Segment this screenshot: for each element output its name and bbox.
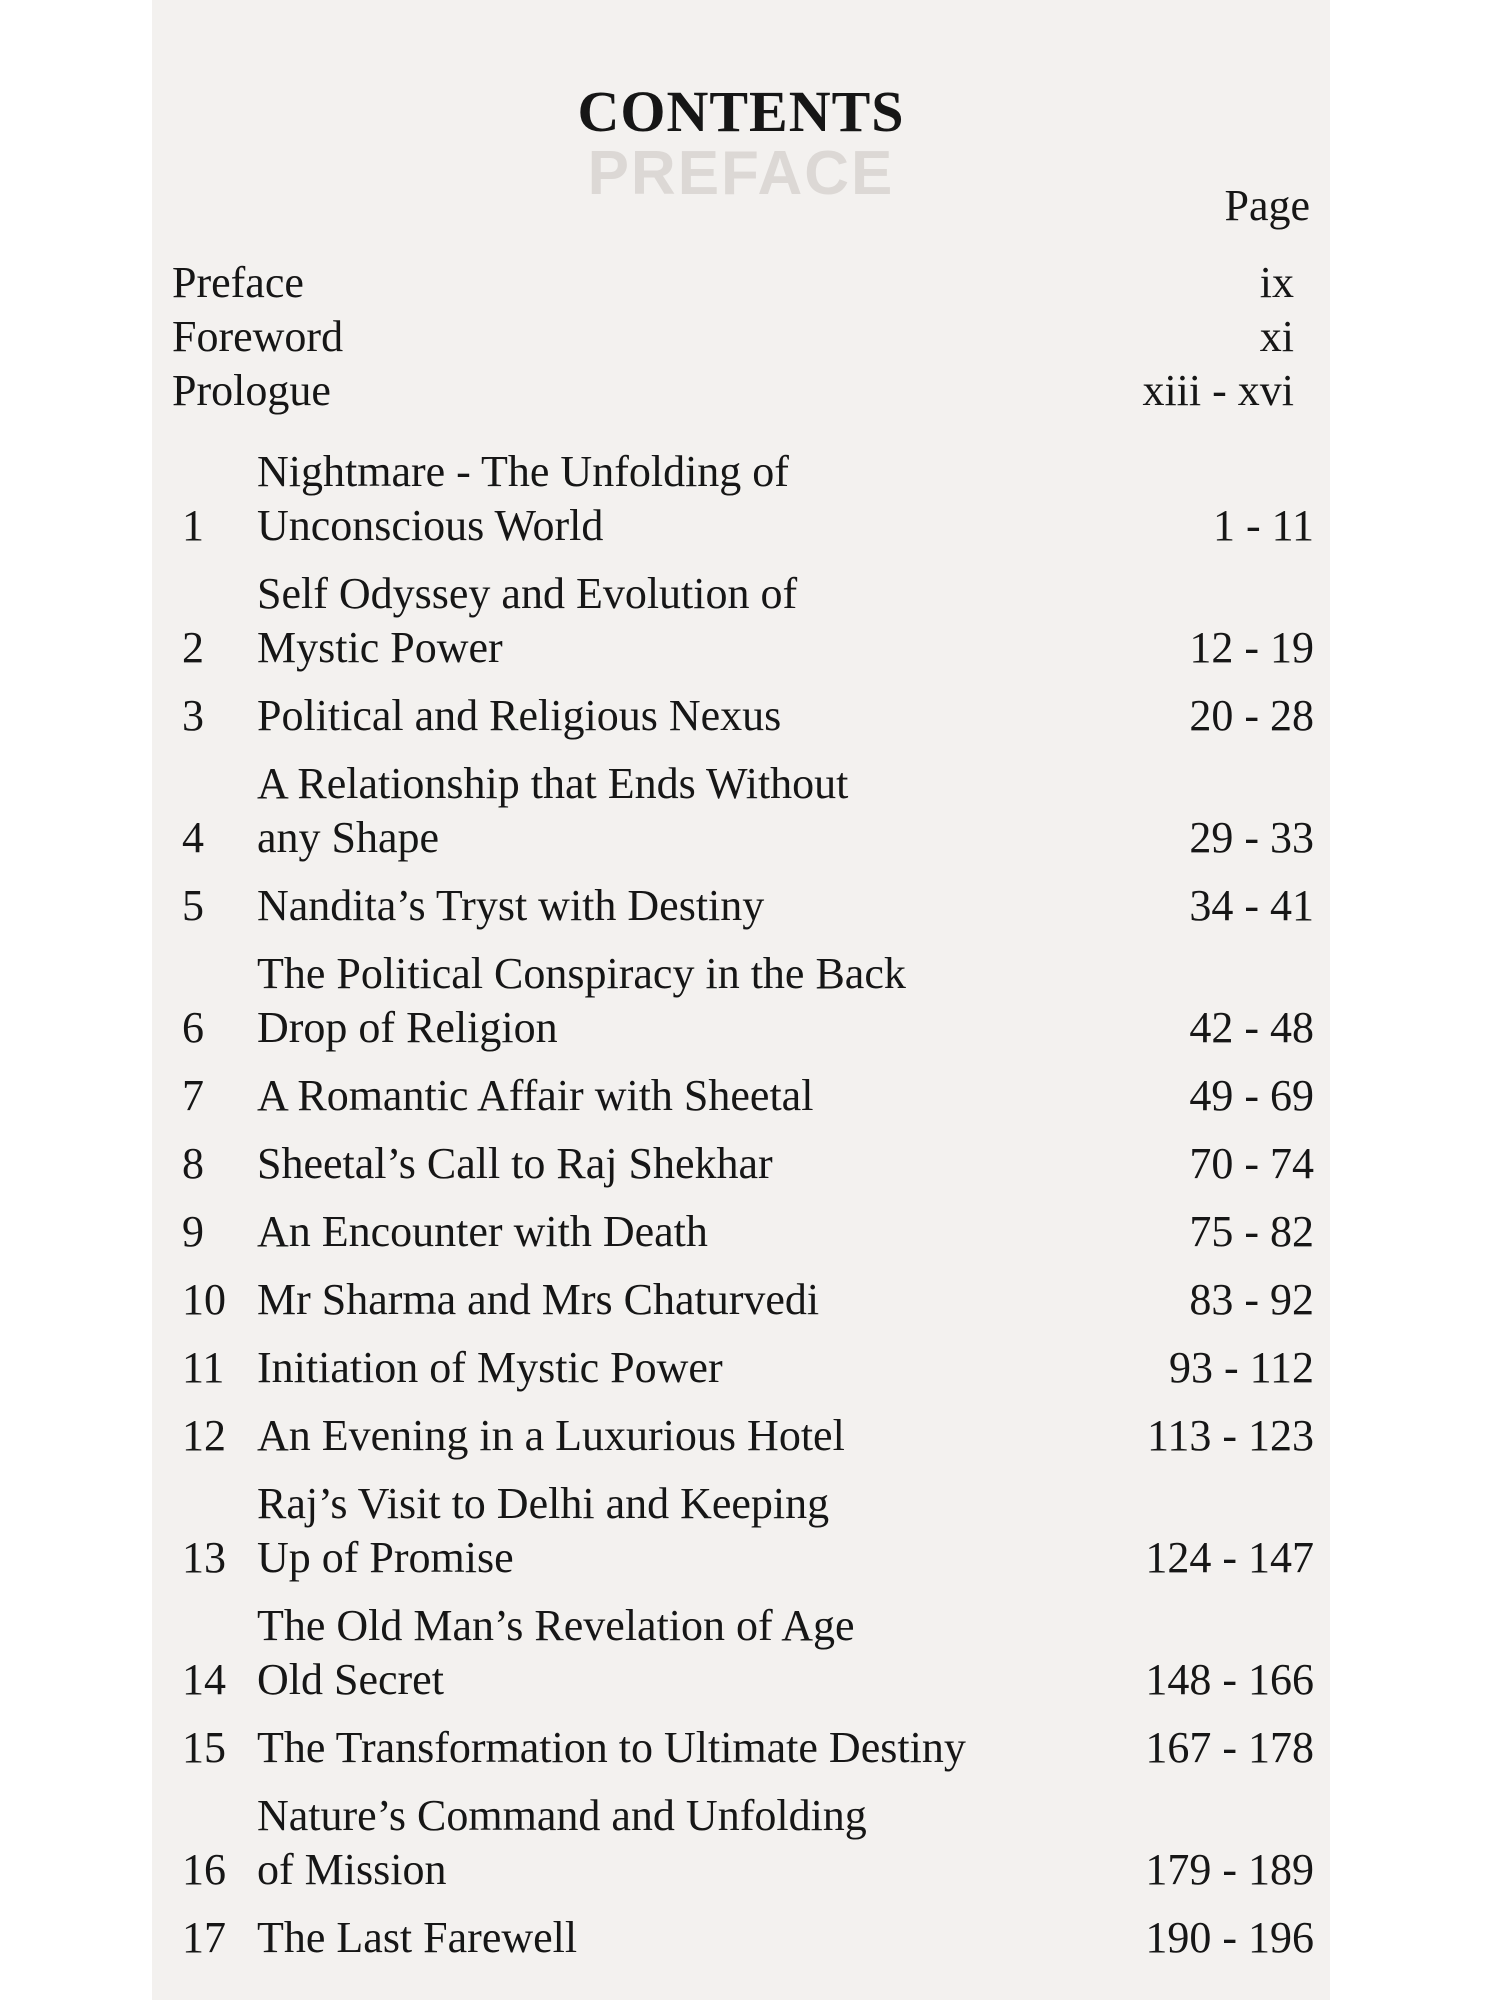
chapter-title: Nandita’s Tryst with Destiny: [257, 881, 765, 930]
front-matter-page: xi: [1259, 312, 1294, 361]
chapter-title-line-1: Self Odyssey and Evolution of: [257, 569, 798, 618]
front-matter-label: Prologue: [172, 366, 331, 415]
chapter-pages: 124 - 147: [1145, 1533, 1314, 1582]
chapter-pages: 148 - 166: [1145, 1655, 1314, 1704]
chapter-title-line-1: The Political Conspiracy in the Back: [257, 949, 906, 998]
chapter-pages: 190 - 196: [1145, 1913, 1314, 1962]
chapter-entry: [182, 1273, 1314, 1327]
chapter-pages: 49 - 69: [1189, 1071, 1314, 1120]
chapter-title-line-2: any Shape: [257, 813, 440, 862]
page-column-header: Page: [1224, 181, 1310, 230]
front-matter-label: Preface: [172, 258, 304, 307]
chapter-title: An Evening in a Luxurious Hotel: [257, 1411, 845, 1460]
chapter-title: Political and Religious Nexus: [257, 691, 782, 740]
chapter-title: [257, 947, 1189, 1055]
chapter-entry: [182, 1409, 1314, 1463]
chapter-title: A Romantic Affair with Sheetal: [257, 1071, 814, 1120]
chapter-title: The Last Farewell: [257, 1913, 578, 1962]
chapter-title-line-1: Nightmare - The Unfolding of: [257, 447, 789, 496]
chapter-entry: [182, 1477, 1314, 1585]
chapter-pages: 75 - 82: [1189, 1207, 1314, 1256]
chapter-title: [257, 445, 1213, 553]
chapter-entry: [182, 879, 1314, 933]
chapter-title-line-2: Unconscious World: [257, 501, 604, 550]
chapter-title: [257, 757, 1189, 865]
chapter-entry: [182, 1911, 1314, 1965]
front-matter-page: ix: [1259, 258, 1294, 307]
chapter-entry: [182, 689, 1314, 743]
chapter-number: 6: [182, 1003, 204, 1052]
chapter-title-line-1: Raj’s Visit to Delhi and Keeping: [257, 1479, 830, 1528]
chapter-title: An Encounter with Death: [257, 1207, 708, 1256]
page-title: CONTENTS: [577, 79, 905, 144]
chapter-title: [257, 1477, 1145, 1585]
chapter-entry: [182, 445, 1314, 553]
chapter-pages: 29 - 33: [1189, 813, 1314, 862]
chapter-entry: [182, 1721, 1314, 1775]
chapter-number: 3: [182, 691, 204, 740]
front-matter-row: [172, 310, 1312, 364]
front-matter-page: xiii - xvi: [1142, 366, 1294, 415]
chapter-entry: [182, 947, 1314, 1055]
chapter-number: 1: [182, 501, 204, 550]
chapter-entry: [182, 1789, 1314, 1897]
front-matter-label: Foreword: [172, 312, 344, 361]
chapter-number: 5: [182, 881, 204, 930]
chapter-number: 16: [182, 1845, 226, 1894]
chapter-title: Sheetal’s Call to Raj Shekhar: [257, 1139, 773, 1188]
chapter-title-line-2: Old Secret: [257, 1655, 444, 1704]
chapter-title: The Transformation to Ultimate Destiny: [257, 1723, 966, 1772]
chapter-number: 15: [182, 1723, 226, 1772]
chapter-number: 10: [182, 1275, 226, 1324]
chapter-list: [182, 445, 1314, 1965]
front-matter-row: [172, 256, 1312, 310]
chapter-pages: 93 - 112: [1168, 1343, 1314, 1392]
chapter-number: 11: [182, 1343, 225, 1392]
chapter-number: 2: [182, 623, 204, 672]
chapter-pages: 167 - 178: [1145, 1723, 1314, 1772]
chapter-entry: [182, 1599, 1314, 1707]
chapter-number: 17: [182, 1913, 226, 1962]
chapter-title-line-2: Drop of Religion: [257, 1003, 558, 1052]
chapter-number: 13: [182, 1533, 226, 1582]
chapter-entry: [182, 1341, 1314, 1395]
chapter-entry: [182, 1069, 1314, 1123]
chapter-title-line-1: The Old Man’s Revelation of Age: [257, 1601, 855, 1650]
chapter-title: [257, 1599, 1145, 1707]
chapter-pages: 113 - 123: [1146, 1411, 1314, 1460]
chapter-number: 4: [182, 813, 204, 862]
chapter-title: Initiation of Mystic Power: [257, 1343, 723, 1392]
chapter-pages: 1 - 11: [1212, 501, 1314, 550]
chapter-title-line-1: Nature’s Command and Unfolding: [257, 1791, 867, 1840]
chapter-number: 7: [182, 1071, 204, 1120]
chapter-title-line-1: A Relationship that Ends Without: [257, 759, 849, 808]
chapter-number: 12: [182, 1411, 226, 1460]
chapter-title: [257, 567, 1189, 675]
chapter-entry: [182, 1137, 1314, 1191]
front-matter-list: [172, 256, 1312, 418]
chapter-pages: 20 - 28: [1189, 691, 1314, 740]
chapter-title-line-2: of Mission: [257, 1845, 447, 1894]
chapter-title-line-2: Mystic Power: [257, 623, 503, 672]
chapter-number: 9: [182, 1207, 204, 1256]
chapter-title-line-2: Up of Promise: [257, 1533, 514, 1582]
chapter-pages: 42 - 48: [1189, 1003, 1314, 1052]
chapter-pages: 12 - 19: [1189, 623, 1314, 672]
chapter-number: 14: [182, 1655, 226, 1704]
chapter-title: Mr Sharma and Mrs Chaturvedi: [257, 1275, 820, 1324]
chapter-entry: [182, 1205, 1314, 1259]
chapter-entry: [182, 567, 1314, 675]
chapter-pages: 179 - 189: [1145, 1845, 1314, 1894]
chapter-pages: 70 - 74: [1189, 1139, 1314, 1188]
show-through-heading: PREFACE: [587, 139, 895, 208]
chapter-title: [257, 1789, 1145, 1897]
chapter-pages: 83 - 92: [1189, 1275, 1314, 1324]
chapter-pages: 34 - 41: [1189, 881, 1314, 930]
chapter-number: 8: [182, 1139, 204, 1188]
book-page: [152, 0, 1330, 2000]
chapter-entry: [182, 757, 1314, 865]
front-matter-row: [172, 364, 1312, 418]
